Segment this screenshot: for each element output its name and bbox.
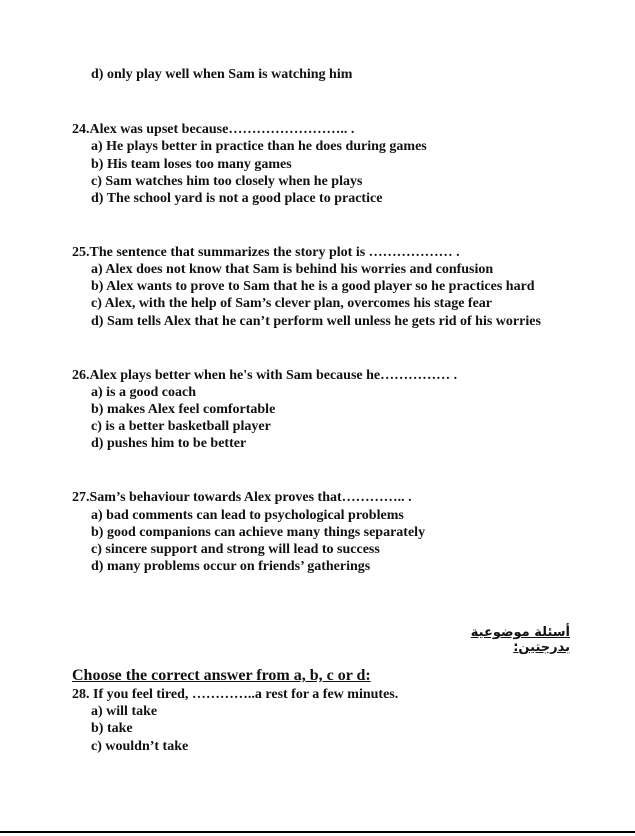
section-title-arabic: أسئلة موضوعية بدرجتين:	[470, 625, 570, 655]
question-26-option-b: b) makes Alex feel comfortable	[91, 402, 276, 417]
page-bottom-rule	[0, 831, 635, 833]
question-26-option-d: d) pushes him to be better	[91, 436, 247, 451]
question-24-stem: 24.Alex was upset because…………………….. .	[72, 122, 355, 137]
question-25-option-a: a) Alex does not know that Sam is behind his worries and confusion	[91, 262, 494, 277]
question-27-option-a: a) bad comments can lead to psychological problems	[91, 508, 404, 523]
question-28-option-b: b) take	[91, 721, 133, 736]
question-25-option-c: c) Alex, with the help of Sam’s clever plan, overcomes his stage fear	[91, 296, 493, 311]
question-28-option-c: c) wouldn’t take	[91, 739, 189, 754]
instruction-heading: Choose the correct answer from a, b, c or d:	[72, 667, 371, 684]
question-24-option-c: c) Sam watches him too closely when he plays	[91, 174, 363, 189]
question-24-option-a: a) He plays better in practice than he does during games	[91, 139, 427, 154]
question-28-option-a: a) will take	[91, 704, 158, 719]
question-25-option-b: b) Alex wants to prove to Sam that he is a good player so he practices hard	[91, 279, 535, 294]
question-26-option-c: c) is a better basketball player	[91, 419, 271, 434]
question-27-option-c: c) sincere support and strong will lead to success	[91, 542, 380, 557]
option-d-previous-question: d) only play well when Sam is watching him	[91, 67, 353, 82]
question-24-option-b: b) His team loses too many games	[91, 157, 292, 172]
question-25-stem: 25.The sentence that summarizes the story plot is ……………… .	[72, 245, 460, 260]
question-27-option-b: b) good companions can achieve many things separately	[91, 525, 426, 540]
question-26-stem: 26.Alex plays better when he's with Sam because he…………… .	[72, 368, 458, 383]
question-28-stem: 28. If you feel tired, …………..a rest for a few minutes.	[72, 687, 399, 702]
question-27-option-d: d) many problems occur on friends’ gatherings	[91, 559, 371, 574]
question-26-option-a: a) is a good coach	[91, 385, 196, 400]
question-27-stem: 27.Sam’s behaviour towards Alex proves that………….. .	[72, 490, 412, 505]
question-25-option-d: d) Sam tells Alex that he can’t perform well unless he gets rid of his worries	[91, 314, 541, 329]
question-24-option-d: d) The school yard is not a good place to practice	[91, 191, 383, 206]
